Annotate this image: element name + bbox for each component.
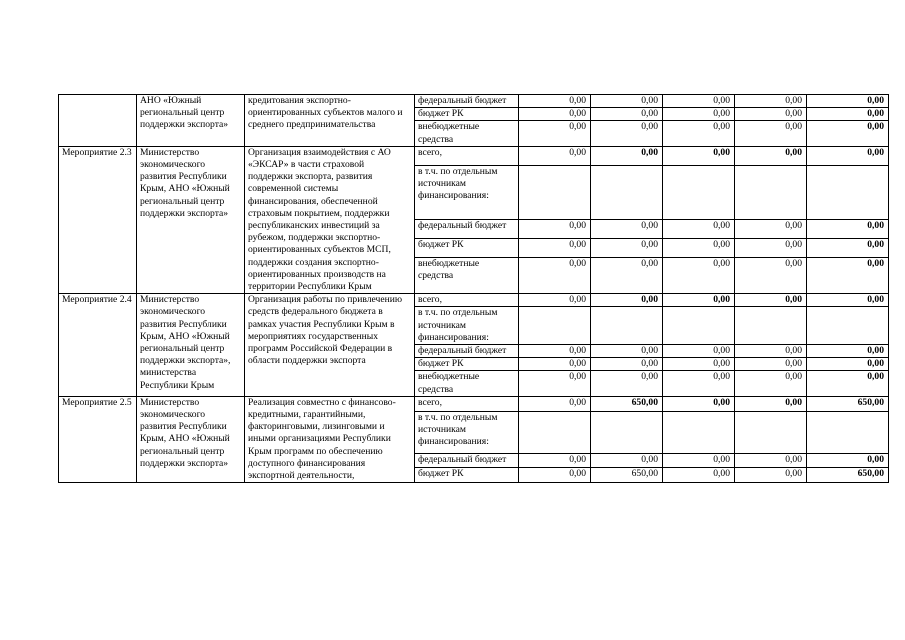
table-body — [59, 95, 889, 483]
event-cell: Мероприятие 2.4 — [59, 294, 137, 397]
value-cell: 0,00 — [591, 219, 663, 238]
value-cell — [807, 411, 889, 453]
value-cell: 0,00 — [735, 219, 807, 238]
value-cell: 0,00 — [519, 294, 591, 307]
funding-source-cell: в т.ч. по отдельным источникам финансирования: — [415, 411, 519, 453]
table-row — [59, 95, 889, 108]
value-cell: 0,00 — [591, 371, 663, 396]
value-cell — [735, 307, 807, 345]
funding-source-cell: внебюджетные средства — [415, 257, 519, 294]
value-cell: 0,00 — [591, 108, 663, 121]
value-cell: 0,00 — [735, 257, 807, 294]
value-cell — [591, 165, 663, 219]
value-cell: 0,00 — [591, 238, 663, 257]
funding-source-cell: в т.ч. по отдельным источникам финансирования: — [415, 307, 519, 345]
description-cell: Организация взаимодействия с АО «ЭКСАР» в части страховой поддержки экспорта, развития современной системы финансирования, обеспеченной страховым покрытием, поддержки республиканских инвестиций за рубежом, поддержки экспортно-ориентированных субъектов МСП, поддержки создания экспортно-ориентированных производств на территории Республики Крым — [245, 146, 415, 293]
value-cell: 0,00 — [807, 219, 889, 238]
value-cell: 0,00 — [807, 146, 889, 165]
value-cell: 0,00 — [807, 108, 889, 121]
org-cell: Министерство экономического развития Республики Крым, АНО «Южный региональный центр поддержки экспорта» — [137, 396, 245, 482]
value-cell: 0,00 — [519, 371, 591, 396]
value-cell: 0,00 — [807, 95, 889, 108]
value-cell: 0,00 — [663, 95, 735, 108]
value-cell — [591, 411, 663, 453]
value-cell: 0,00 — [591, 453, 663, 468]
value-cell: 0,00 — [519, 453, 591, 468]
funding-source-cell: бюджет РК — [415, 108, 519, 121]
value-cell — [519, 411, 591, 453]
value-cell: 650,00 — [591, 396, 663, 411]
funding-source-cell: всего, — [415, 294, 519, 307]
value-cell — [807, 165, 889, 219]
value-cell: 0,00 — [663, 453, 735, 468]
value-cell: 0,00 — [519, 95, 591, 108]
value-cell: 0,00 — [663, 468, 735, 483]
value-cell: 0,00 — [735, 358, 807, 371]
funding-source-cell: федеральный бюджет — [415, 345, 519, 358]
funding-source-cell: федеральный бюджет — [415, 219, 519, 238]
value-cell: 0,00 — [591, 257, 663, 294]
value-cell: 0,00 — [735, 121, 807, 146]
value-cell: 0,00 — [519, 108, 591, 121]
value-cell: 0,00 — [663, 358, 735, 371]
value-cell — [663, 411, 735, 453]
funding-source-cell: внебюджетные средства — [415, 121, 519, 146]
value-cell: 650,00 — [807, 468, 889, 483]
value-cell: 0,00 — [591, 294, 663, 307]
table-row — [59, 146, 889, 165]
value-cell: 0,00 — [735, 238, 807, 257]
value-cell: 0,00 — [663, 371, 735, 396]
value-cell: 0,00 — [519, 358, 591, 371]
value-cell: 0,00 — [807, 238, 889, 257]
value-cell: 650,00 — [591, 468, 663, 483]
value-cell: 0,00 — [663, 121, 735, 146]
funding-source-cell: в т.ч. по отдельным источникам финансирования: — [415, 165, 519, 219]
value-cell: 0,00 — [807, 453, 889, 468]
funding-source-cell: всего, — [415, 396, 519, 411]
value-cell — [591, 307, 663, 345]
org-cell: АНО «Южный региональный центр поддержки экспорта» — [137, 95, 245, 147]
event-cell — [59, 95, 137, 147]
value-cell: 0,00 — [591, 95, 663, 108]
value-cell: 0,00 — [519, 257, 591, 294]
value-cell: 0,00 — [519, 468, 591, 483]
org-cell: Министерство экономического развития Республики Крым, АНО «Южный региональный центр поддержки экспорта» — [137, 146, 245, 293]
value-cell: 0,00 — [663, 146, 735, 165]
funding-source-cell: бюджет РК — [415, 238, 519, 257]
value-cell: 0,00 — [663, 345, 735, 358]
value-cell: 0,00 — [519, 396, 591, 411]
value-cell: 0,00 — [807, 257, 889, 294]
value-cell: 0,00 — [663, 219, 735, 238]
description-cell: Организация работы по привлечению средств федерального бюджета в рамках участия Республики Крым в мероприятиях государственных программ Российской Федерации в области поддержки экспорта — [245, 294, 415, 397]
value-cell — [519, 307, 591, 345]
value-cell: 0,00 — [591, 345, 663, 358]
value-cell: 0,00 — [663, 238, 735, 257]
funding-source-cell: бюджет РК — [415, 468, 519, 483]
value-cell: 0,00 — [807, 371, 889, 396]
value-cell: 0,00 — [735, 345, 807, 358]
value-cell: 0,00 — [807, 358, 889, 371]
value-cell: 0,00 — [735, 146, 807, 165]
value-cell: 0,00 — [735, 468, 807, 483]
value-cell: 0,00 — [519, 121, 591, 146]
value-cell: 0,00 — [663, 257, 735, 294]
description-cell: кредитования экспортно-ориентированных субъектов малого и среднего предпринимательства — [245, 95, 415, 147]
value-cell — [807, 307, 889, 345]
funding-source-cell: бюджет РК — [415, 358, 519, 371]
value-cell: 0,00 — [663, 294, 735, 307]
value-cell: 0,00 — [519, 238, 591, 257]
value-cell: 0,00 — [807, 121, 889, 146]
event-cell: Мероприятие 2.5 — [59, 396, 137, 482]
org-cell: Министерство экономического развития Республики Крым, АНО «Южный региональный центр поддержки экспорта», министерства Республики Крым — [137, 294, 245, 397]
value-cell — [735, 411, 807, 453]
value-cell: 0,00 — [735, 396, 807, 411]
value-cell: 0,00 — [591, 121, 663, 146]
funding-source-cell: внебюджетные средства — [415, 371, 519, 396]
value-cell: 0,00 — [663, 396, 735, 411]
value-cell: 0,00 — [591, 146, 663, 165]
value-cell — [519, 165, 591, 219]
value-cell: 0,00 — [663, 108, 735, 121]
value-cell: 0,00 — [735, 108, 807, 121]
value-cell: 0,00 — [807, 294, 889, 307]
funding-source-cell: всего, — [415, 146, 519, 165]
table-row — [59, 294, 889, 307]
event-cell: Мероприятие 2.3 — [59, 146, 137, 293]
funding-source-cell: федеральный бюджет — [415, 453, 519, 468]
value-cell — [663, 165, 735, 219]
table-row — [59, 396, 889, 411]
value-cell: 650,00 — [807, 396, 889, 411]
funding-source-cell: федеральный бюджет — [415, 95, 519, 108]
value-cell — [663, 307, 735, 345]
value-cell — [735, 165, 807, 219]
value-cell: 0,00 — [735, 294, 807, 307]
budget-table — [58, 94, 889, 483]
value-cell: 0,00 — [735, 95, 807, 108]
description-cell: Реализация совместно с финансово-кредитными, гарантийными, факторинговыми, лизинговыми и иными организациями Республики Крым программ по обеспечению доступного финансирования экспортной деятельности, — [245, 396, 415, 482]
value-cell: 0,00 — [735, 453, 807, 468]
value-cell: 0,00 — [519, 219, 591, 238]
value-cell: 0,00 — [735, 371, 807, 396]
value-cell: 0,00 — [591, 358, 663, 371]
value-cell: 0,00 — [807, 345, 889, 358]
value-cell: 0,00 — [519, 345, 591, 358]
value-cell: 0,00 — [519, 146, 591, 165]
